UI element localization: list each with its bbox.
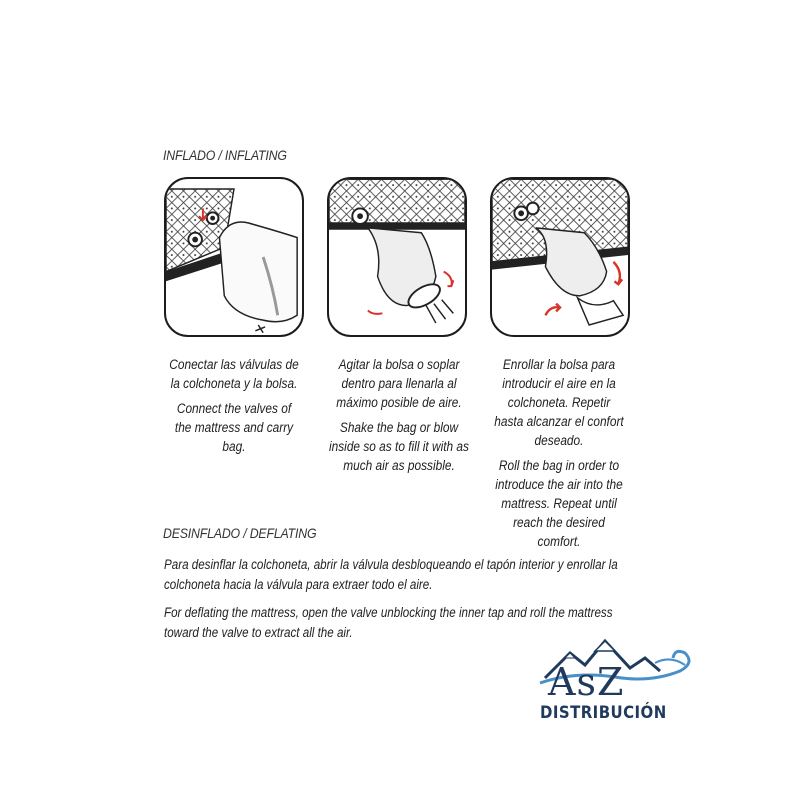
- step-2-text-en: Shake the bag or blow inside so as to fill it with as much air as possible.: [328, 420, 469, 473]
- connect-valves-icon: [166, 179, 302, 335]
- step-2-text-es: Agitar la bolsa o soplar dentro para llenarla al máximo posible de aire.: [336, 357, 462, 410]
- step-2-caption: [319, 355, 479, 481]
- step-3-text-es: Enrollar la bolsa para introducir el aire en la colchoneta. Repetir hasta alcanzar el confort deseado.: [494, 357, 624, 448]
- shake-bag-icon: [329, 179, 465, 335]
- roll-bag-icon: [492, 179, 628, 335]
- deflating-en-line-1: For deflating the mattress, open the valve unblocking the inner tap and roll the mattress: [164, 605, 613, 620]
- deflating-text-es: [164, 555, 684, 595]
- step-1-text-en: Connect the valves of the mattress and carry bag.: [174, 401, 294, 454]
- step-3-caption: [484, 355, 634, 557]
- step-1-illustration: [164, 177, 304, 337]
- inflating-title: INFLADO / INFLATING: [163, 147, 287, 163]
- deflating-en-line-2: toward the valve to extract all the air.: [164, 625, 353, 640]
- step-2-illustration: [327, 177, 467, 337]
- step-1-text-es: Conectar las válvulas de la colchoneta y la bolsa.: [169, 357, 299, 391]
- deflating-es-line-1: Para desinflar la colchoneta, abrir la válvula desbloqueando el tapón interior y enrollar la: [164, 557, 618, 572]
- step-1-caption: [159, 355, 309, 462]
- deflating-title: DESINFLADO / DEFLATING: [163, 525, 317, 541]
- step-3-illustration: [490, 177, 630, 337]
- logo-subtitle: DISTRIBUCIÓN: [540, 703, 667, 723]
- step-3-text-en: Roll the bag in order to introduce the air into the mattress. Repeat until reach the desired comfort.: [495, 458, 623, 549]
- logo-brand: AsZ: [548, 660, 625, 704]
- deflating-es-line-2: colchoneta hacia la válvula para extraer todo el aire.: [164, 577, 433, 592]
